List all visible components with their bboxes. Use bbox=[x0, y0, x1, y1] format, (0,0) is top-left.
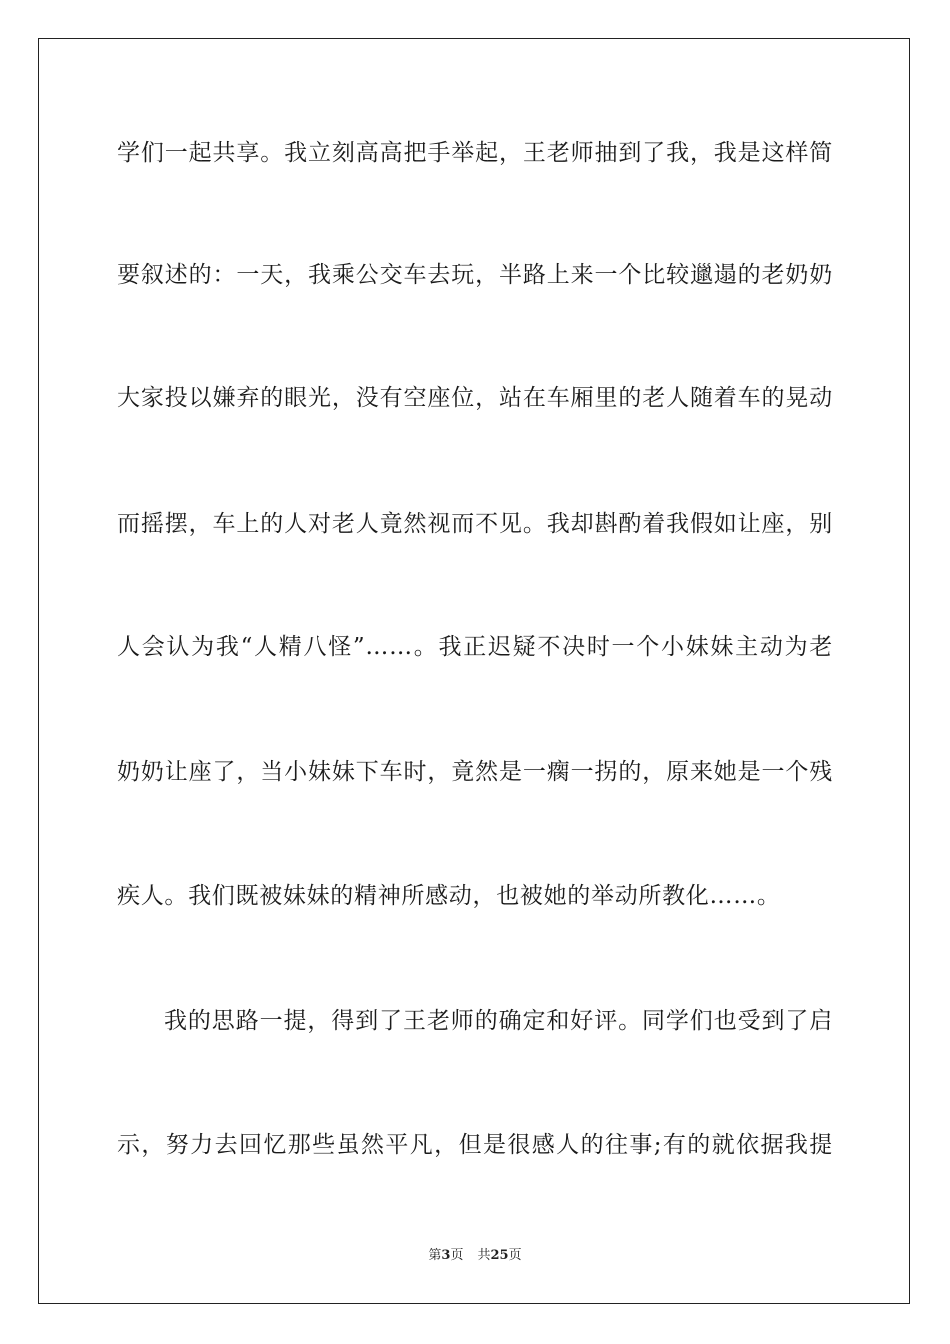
page-number: 3 bbox=[441, 1248, 451, 1263]
page-prefix: 第 bbox=[428, 1248, 442, 1263]
paragraph-line-9: 示，努力去回忆那些虽然平凡，但是很感人的往事;有的就依据我提 bbox=[117, 1132, 833, 1158]
paragraph-line-6: 奶奶让座了，当小妹妹下车时，竟然是一瘸一拐的，原来她是一个残 bbox=[117, 759, 833, 785]
paragraph-line-5: 人会认为我“人精八怪”……。我正迟疑不决时一个小妹妹主动为老 bbox=[117, 634, 833, 660]
page-footer bbox=[0, 1248, 950, 1264]
total-suffix: 页 bbox=[508, 1248, 522, 1263]
paragraph-line-4: 而摇摆，车上的人对老人竟然视而不见。我却斟酌着我假如让座，别 bbox=[117, 511, 833, 537]
paragraph-line-7: 疾人。我们既被妹妹的精神所感动，也被她的举动所教化……。 bbox=[117, 883, 781, 909]
paragraph-line-2: 要叙述的：一天，我乘公交车去玩，半路上来一个比较邋遢的老奶奶 bbox=[117, 262, 833, 288]
paragraph-line-1: 学们一起共享。我立刻高高把手举起，王老师抽到了我，我是这样简 bbox=[117, 140, 833, 166]
paragraph-line-8: 我的思路一提，得到了王老师的确定和好评。同学们也受到了启 bbox=[164, 1008, 833, 1034]
total-prefix: 共 bbox=[477, 1248, 491, 1263]
total-pages: 25 bbox=[490, 1248, 509, 1263]
page-border bbox=[38, 38, 910, 1304]
page-suffix: 页 bbox=[450, 1248, 464, 1263]
paragraph-line-3: 大家投以嫌弃的眼光，没有空座位，站在车厢里的老人随着车的晃动 bbox=[117, 385, 833, 411]
